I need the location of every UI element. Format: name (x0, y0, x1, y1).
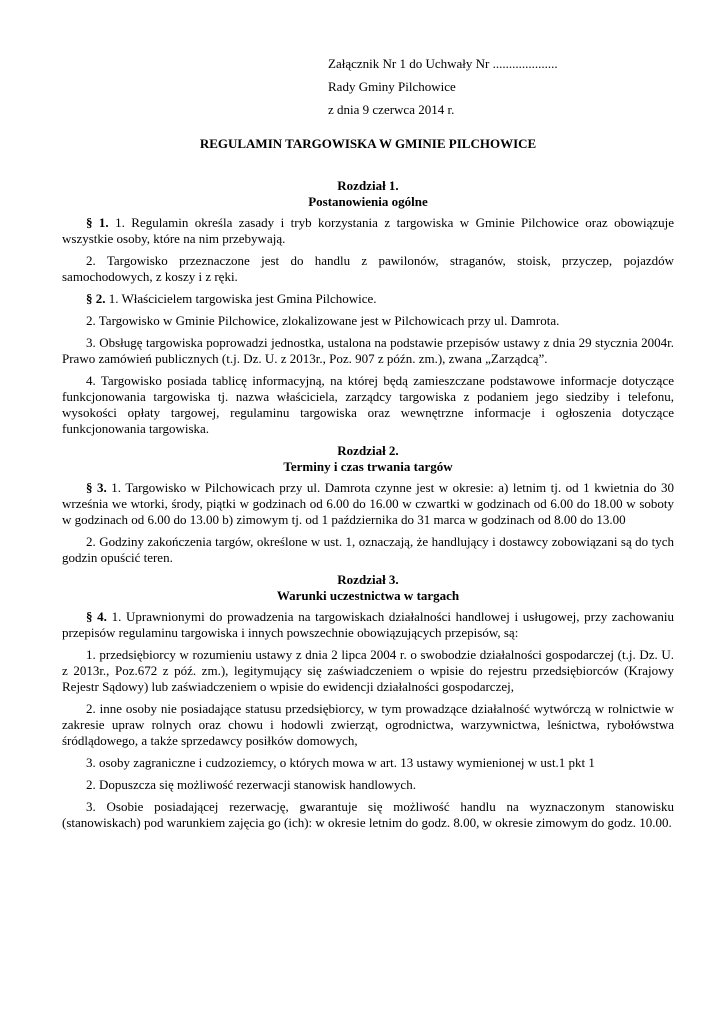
paragraph-s4-p3 (62, 799, 674, 831)
chapter-3-name: Warunki uczestnictwa w targach (276, 588, 460, 603)
paragraph-text: 2. Targowisko w Gminie Pilchowice, zlokalizowane jest w Pilchowicach przy ul. Damrota. (86, 313, 560, 328)
paragraph-s4-item2 (62, 701, 674, 749)
paragraph-s4-item3 (62, 755, 674, 771)
paragraph-text: 1. Uprawnionymi do prowadzenia na targowiskach działalności handlowej i usługowej, przy zachowaniu przepisów regulaminu targowiska i innych powszechnie obowiązujących przepisów, są: (62, 609, 675, 640)
paragraph-s3-p1 (62, 480, 674, 528)
paragraph-text: 4. Targowisko posiada tablicę informacyjną, na której będą zamieszczane podstawowe informacje dotyczące funkcjonowania targowiska tj. nazwa właściciela, zarządcy targowiska z podaniem jego siedziby i telefonu, wysokości opłaty targowej, regulaminu targowiska oraz wewnętrzne informacje i ogłoszenia dotyczące funkcjonowania targowiska. (62, 373, 674, 436)
paragraph-text: 3. Obsługę targowiska poprowadzi jednostka, ustalona na podstawie przepisów ustawy z dnia 29 stycznia 2004r. Prawo zamówień publicznych (t.j. Dz. U. z 2013r., Poz. 907 z późn. zm.), zwana „Zarządcą”. (62, 335, 674, 366)
paragraph-s4-item1 (62, 647, 674, 695)
paragraph-text: 1. Właścicielem targowiska jest Gmina Pilchowice. (105, 291, 377, 306)
section-mark: § 2. (86, 291, 106, 306)
document-page (62, 56, 674, 837)
paragraph-text: 2. Godziny zakończenia targów, określone w ust. 1, oznaczają, że handlujący i dostawcy zobowiązani są do tych godzin opuścić teren. (62, 534, 674, 565)
paragraph-text: 3. Osobie posiadającej rezerwację, gwarantuje się możliwość handlu na wyznaczonym stanowisku (stanowiskach) pod warunkiem zajęcia go (ich): w okresie letnim do godz. 8.00, w okresie zimowym do godz. 10.00. (62, 799, 674, 830)
attachment-line: Załącznik Nr 1 do Uchwały Nr .................... (328, 56, 558, 71)
paragraph-text: 1. Regulamin określa zasady i tryb korzystania z targowiska w Gminie Pilchowice oraz obowiązuje wszystkie osoby, które na nim przebywają. (62, 215, 674, 246)
document-title: REGULAMIN TARGOWISKA W GMINIE PILCHOWICE (199, 136, 537, 151)
paragraph-s1-p2 (62, 253, 674, 285)
section-mark: § 4. (86, 609, 107, 624)
chapter-3-number: Rozdział 3. (337, 572, 399, 587)
chapter-1-name: Postanowienia ogólne (308, 194, 428, 209)
chapter-2-number: Rozdział 2. (337, 443, 399, 458)
section-mark: § 3. (86, 480, 107, 495)
paragraph-s2-p4 (62, 373, 674, 437)
paragraph-text: 2. inne osoby nie posiadające statusu przedsiębiorcy, w tym prowadzące działalność wytwórczą w rolnictwie w zakresie upraw rolnych oraz chowu i hodowli zwierząt, ogrodnictwa, warzywnictwa, leśnictwa, rybołówstwa śródlądowego, a także sprzedawcy posiłków domowych, (62, 701, 674, 748)
council-line: Rady Gminy Pilchowice (328, 79, 456, 94)
chapter-1-number: Rozdział 1. (337, 178, 399, 193)
chapter-2-name: Terminy i czas trwania targów (283, 459, 453, 474)
paragraph-text: 2. Targowisko przeznaczone jest do handlu z pawilonów, straganów, stoisk, przyczep, pojazdów samochodowych, z koszy i z ręki. (62, 253, 674, 284)
paragraph-text: 3. osoby zagraniczne i cudzoziemcy, o których mowa w art. 13 ustawy wymienionej w ust.1 pkt 1 (86, 755, 595, 770)
paragraph-s2-p3 (62, 335, 674, 367)
attachment-header (328, 56, 674, 118)
paragraph-s3-p2 (62, 534, 674, 566)
paragraph-s4-p2 (62, 777, 674, 793)
paragraph-text: 1. Targowisko w Pilchowicach przy ul. Damrota czynne jest w okresie: a) letnim tj. od 1 kwietnia do 30 września we wtorki, środy, piątki w godzinach od 6.00 do 16.00 w czwartki w godzinach od 6.00 do 18.00 w soboty w godzinach od 6.00 do 13.00 b) zimowym tj. od 1 października do 31 marca w godzinach od 8.00 do 13.00 (62, 480, 675, 527)
paragraph-text: 2. Dopuszcza się możliwość rezerwacji stanowisk handlowych. (86, 777, 416, 792)
paragraph-s4-p1 (62, 609, 674, 641)
paragraph-s1-p1 (62, 215, 674, 247)
paragraph-text: 1. przedsiębiorcy w rozumieniu ustawy z dnia 2 lipca 2004 r. o swobodzie działalności gospodarczej (t.j. Dz. U. z 2013r., Poz.672 z póź. zm.), legitymujący się zaświadczeniem o wpisie do rejestru przedsiębiorców (Krajowy Rejestr Sądowy) lub zaświadczeniem o wpisie do ewidencji działalności gospodarczej, (62, 647, 674, 694)
paragraph-s2-p2 (62, 313, 674, 329)
date-line: z dnia 9 czerwca 2014 r. (328, 102, 455, 117)
paragraph-s2-p1 (62, 291, 674, 307)
section-mark: § 1. (86, 215, 109, 230)
